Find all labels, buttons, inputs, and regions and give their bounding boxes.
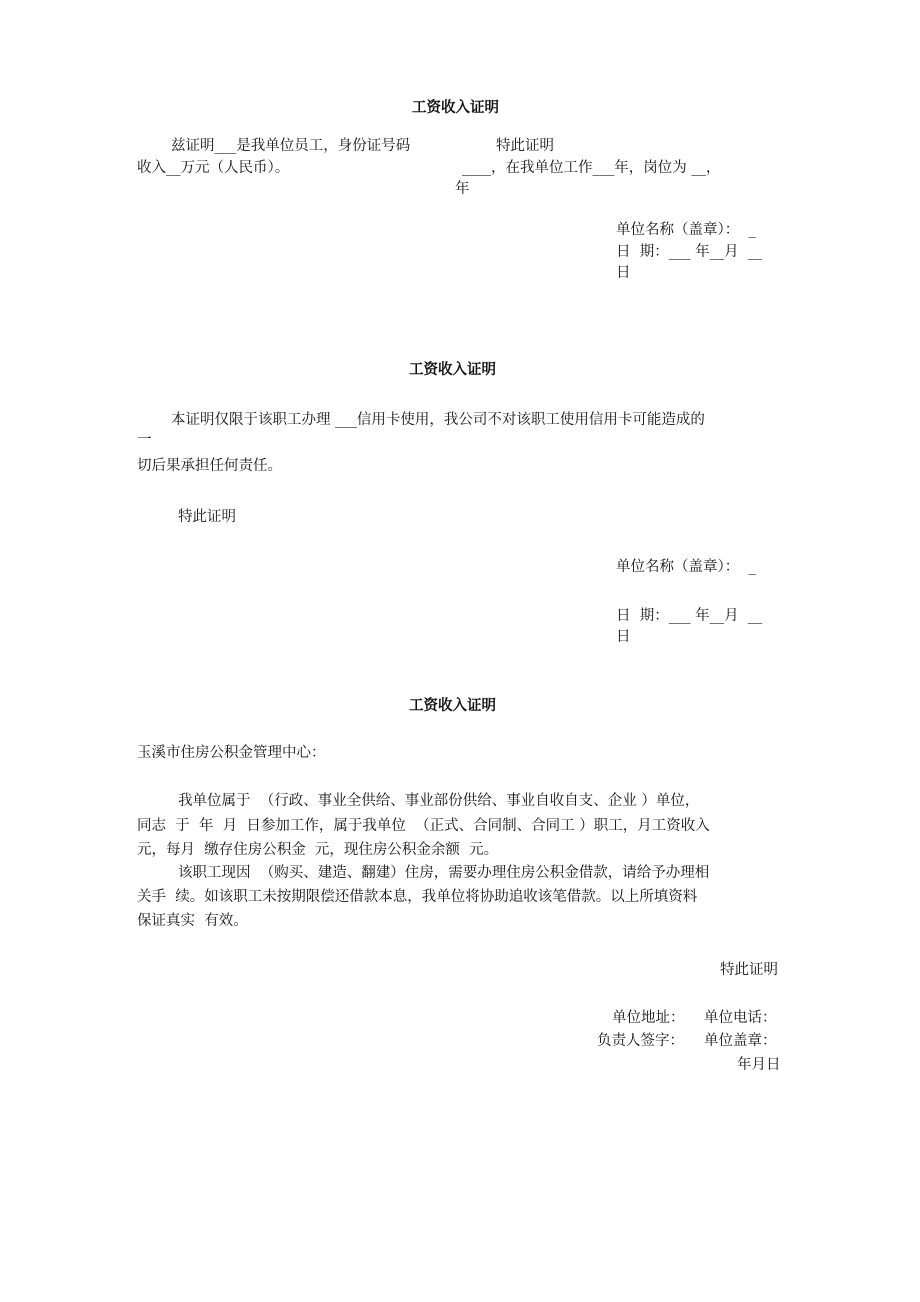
section-1-line-3: 年 [455, 181, 470, 197]
section-3-line-4: 该职工现因 （购买、建造、翻建）住房，需要办理住房公积金借款，请给予办理相 [178, 865, 710, 881]
section-3-unit-address: 单位地址： [612, 1010, 685, 1026]
section-3-title: 工资收入证明 [409, 698, 496, 714]
section-2-para-1-dash: 一 [137, 432, 152, 448]
section-1-line-1b: 特此证明 [496, 138, 554, 154]
section-1-unit-seal: 单位名称（盖章）： _ [616, 222, 756, 238]
section-3-addressee: 玉溪市住房公积金管理中心： [137, 745, 326, 761]
section-3-line-5: 关手 续。如该职工未按期限偿还借款本息，我单位将协助追收该笔借款。以上所填资料 [137, 889, 698, 905]
section-3-unit-phone: 单位电话： [704, 1010, 777, 1026]
section-1-line-2a: 收入__万元（人民币）。 [137, 160, 290, 176]
section-2-para-2: 切后果承担任何责任。 [137, 458, 282, 474]
section-1-date: 日 期：___ 年__月 __ [616, 244, 763, 260]
section-1-title: 工资收入证明 [412, 100, 499, 116]
section-1-day: 日 [616, 265, 631, 281]
section-2-title: 工资收入证明 [409, 362, 496, 378]
section-1-line-2b: ____，在我单位工作___年，岗位为 __， [462, 160, 721, 176]
section-3-unit-seal: 单位盖章： [704, 1033, 777, 1049]
section-3-line-2: 同志 于 年 月 日参加工作，属于我单位 （正式、合同制、合同工 ）职工，月工资收入 [137, 818, 710, 834]
section-3-line-6: 保证真实 有效。 [137, 913, 248, 929]
section-3-signer: 负责人签字： [597, 1033, 684, 1049]
section-2-para-1: 本证明仅限于该职工办理 ___信用卡使用，我公司不对该职工使用信用卡可能造成的 [171, 412, 705, 428]
section-3-date: 年月日 [737, 1057, 781, 1073]
section-3-line-1: 我单位属于 （行政、事业全供给、事业部份供给、事业自收自支、企业 ）单位， [178, 793, 700, 809]
section-1-line-1a: 兹证明___是我单位员工，身份证号码 [171, 138, 411, 154]
section-2-date: 日 期：___ 年__月 __ [616, 608, 763, 624]
section-3-line-3: 元，每月 缴存住房公积金 元，现住房公积金余额 元。 [137, 842, 499, 858]
section-2-day: 日 [616, 629, 631, 645]
section-2-closing: 特此证明 [178, 509, 236, 525]
section-2-unit-seal: 单位名称（盖章）： _ [616, 559, 756, 575]
section-3-closing: 特此证明 [720, 962, 778, 978]
